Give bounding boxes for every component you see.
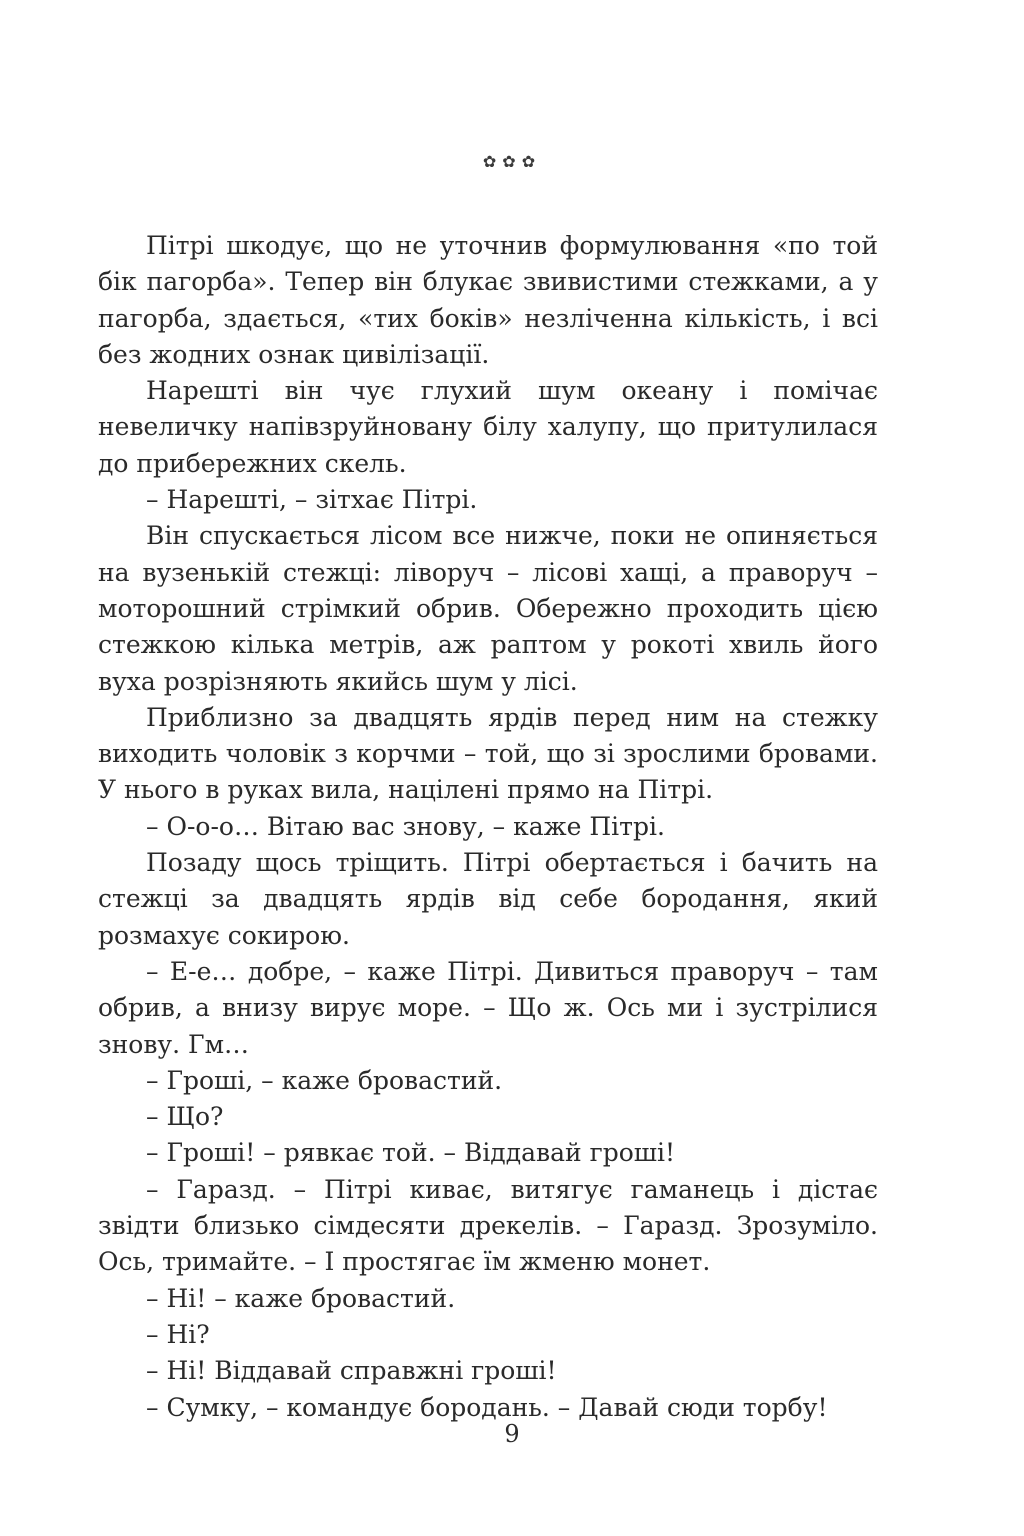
paragraph: Приблизно за двадцять ярдів перед ним на стежку виходить чоловік з корчми – той, що зі зрослими бровами. У нього в руках вила, націлені прямо на Пітрі.	[98, 702, 878, 805]
paragraph: Позаду щось тріщить. Пітрі обертається і бачить на стежці за двадцять ярдів від себе бородання, який розмахує сокирою.	[98, 848, 878, 950]
dialogue-line: – Ні! – каже бровастий.	[146, 1283, 456, 1313]
paragraph: Пітрі шкодує, що не уточнив формулювання «по той бік пагорба». Тепер він блукає звивистими стежками, а у пагорба, здається, «тих боків» незліченна кількість, і всі без жодних ознак цивілізації.	[98, 231, 878, 369]
section-separator: ✿✿✿	[482, 152, 542, 171]
dialogue-line: – Ні! Віддавай справжні гроші!	[146, 1356, 557, 1386]
dialogue-line: – Сумку, – командує бородань. – Давай сюди торбу!	[146, 1392, 828, 1422]
dialogue-line: – Гроші! – рявкає той. – Віддавай гроші!	[146, 1138, 676, 1168]
dialogue-line: – О-о-о… Вітаю вас знову, – каже Пітрі.	[146, 811, 665, 841]
dialogue-line: – Гроші, – каже бровастий.	[146, 1065, 503, 1095]
paragraph: Нарешті він чує глухий шум океану і помічає невеличку напівзруйновану білу халупу, що притулилася до прибережних скель.	[98, 376, 878, 478]
dialogue-line: – Ні?	[146, 1319, 210, 1349]
body-text	[98, 228, 878, 1426]
dialogue-line: – Е-е… добре, – каже Пітрі. Дивиться праворуч – там обрив, а внизу вирує море. – Що ж. Ось ми і зустрілися знову. Гм…	[98, 956, 878, 1059]
page-number: 9	[504, 1420, 520, 1448]
dialogue-line: – Нарешті, – зітхає Пітрі.	[146, 485, 478, 515]
paragraph: Він спускається лісом все нижче, поки не опиняється на вузенькій стежці: ліворуч – лісові хащі, а праворуч – моторошний стрімкий обрив. Обережно проходить цією стежкою кілька метрів, аж раптом у рокоті хвиль його вуха розрізняють якийсь шум у лісі.	[98, 521, 878, 696]
dialogue-line: – Що?	[146, 1102, 224, 1132]
dialogue-line: – Гаразд. – Пітрі киває, витягує гаманець і дістає звідти близько сімдесяти дрекелів. – Гаразд. Зрозуміло. Ось, тримайте. – І простягає їм жменю монет.	[98, 1174, 878, 1277]
